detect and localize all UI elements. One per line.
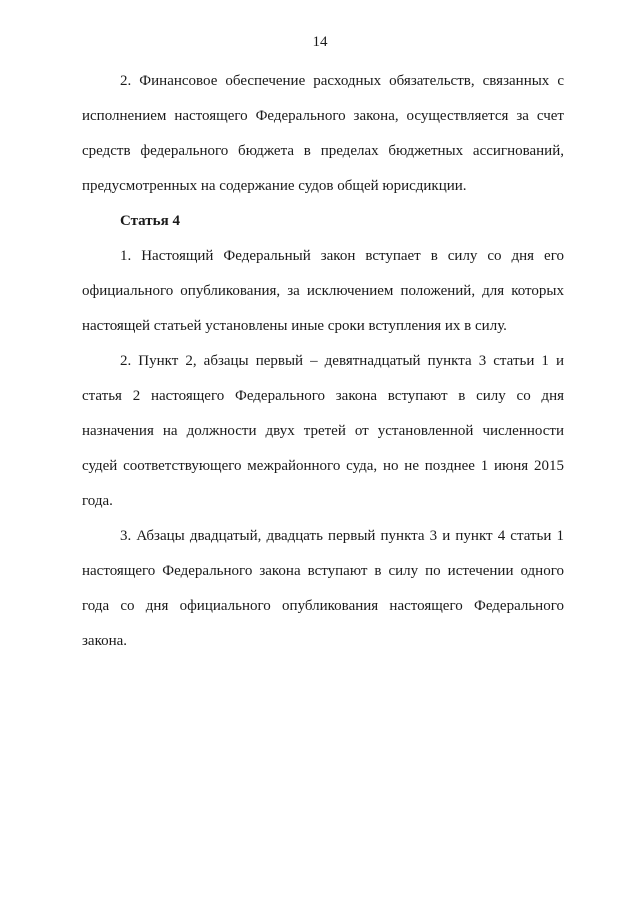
paragraph-financing: 2. Финансовое обеспечение расходных обязательств, связанных с исполнением настоящего Федерального закона, осуществляется за счет средств федерального бюджета в пределах бюджетных ассигнований, предусмотренных на содержание судов общей юрисдикции. [82, 73, 564, 194]
article-paragraph-1: 1. Настоящий Федеральный закон вступает в силу со дня его официального опубликования, за исключением положений, для которых настоящей статьей установлены иные сроки вступления их в силу. [82, 248, 564, 334]
document-body [82, 64, 564, 659]
article-paragraph-2: 2. Пункт 2, абзацы первый – девятнадцатый пункта 3 статьи 1 и статья 2 настоящего Федерального закона вступают в силу со дня назначения на должности двух третей от установленной численности судей соответствующего межрайонного суда, но не позднее 1 июня 2015 года. [82, 353, 564, 509]
article-paragraph-3: 3. Абзацы двадцатый, двадцать первый пункта 3 и пункт 4 статьи 1 настоящего Федерального закона вступают в силу по истечении одного года со дня официального опубликования настоящего Федерального закона. [82, 528, 564, 649]
article-heading: Статья 4 [120, 213, 180, 229]
page-number: 14 [312, 34, 328, 50]
